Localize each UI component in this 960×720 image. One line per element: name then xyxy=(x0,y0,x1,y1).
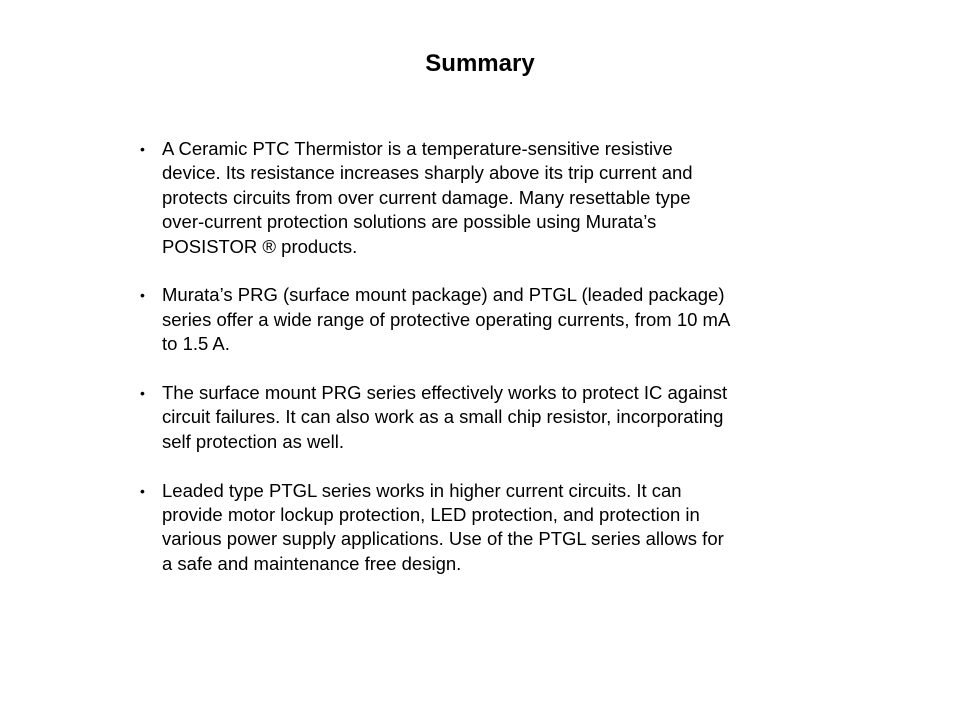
bullet-line: protects circuits from over current damage. Many resettable type xyxy=(162,186,691,208)
bullet-line: self protection as well. xyxy=(162,430,345,452)
bullet-item xyxy=(140,479,840,577)
bullet-list xyxy=(140,137,840,576)
bullet-line: a safe and maintenance free design. xyxy=(162,552,462,574)
bullet-item xyxy=(140,283,840,356)
bullet-line: device. Its resistance increases sharply above its trip current and xyxy=(162,162,693,184)
bullet-dot-icon: • xyxy=(140,287,145,304)
bullet-line: various power supply applications. Use of the PTGL series allows for xyxy=(162,528,724,550)
bullet-line: Murata’s PRG (surface mount package) and PTGL (leaded package) xyxy=(162,284,725,306)
bullet-dot-icon: • xyxy=(140,385,145,402)
bullet-dot-icon: • xyxy=(140,141,145,157)
bullet-line: POSISTOR ® products. xyxy=(162,235,358,257)
bullet-line: circuit failures. It can also work as a small chip resistor, incorporating xyxy=(162,406,724,428)
bullet-line: A Ceramic PTC Thermistor is a temperature-sensitive resistive xyxy=(162,138,673,159)
bullet-line: to 1.5 A. xyxy=(162,333,230,355)
bullet-item xyxy=(140,137,840,259)
bullet-item xyxy=(140,381,840,454)
bullet-dot-icon: • xyxy=(140,482,145,499)
bullet-line: The surface mount PRG series effectively works to protect IC against xyxy=(162,382,728,404)
bullet-line: provide motor lockup protection, LED protection, and protection in xyxy=(162,504,700,526)
bullet-line: over-current protection solutions are possible using Murata’s xyxy=(162,211,657,233)
bullet-line: Leaded type PTGL series works in higher current circuits. It can xyxy=(162,479,682,501)
bullet-line: series offer a wide range of protective operating currents, from 10 mA xyxy=(162,308,731,330)
slide-title: Summary xyxy=(425,50,535,77)
